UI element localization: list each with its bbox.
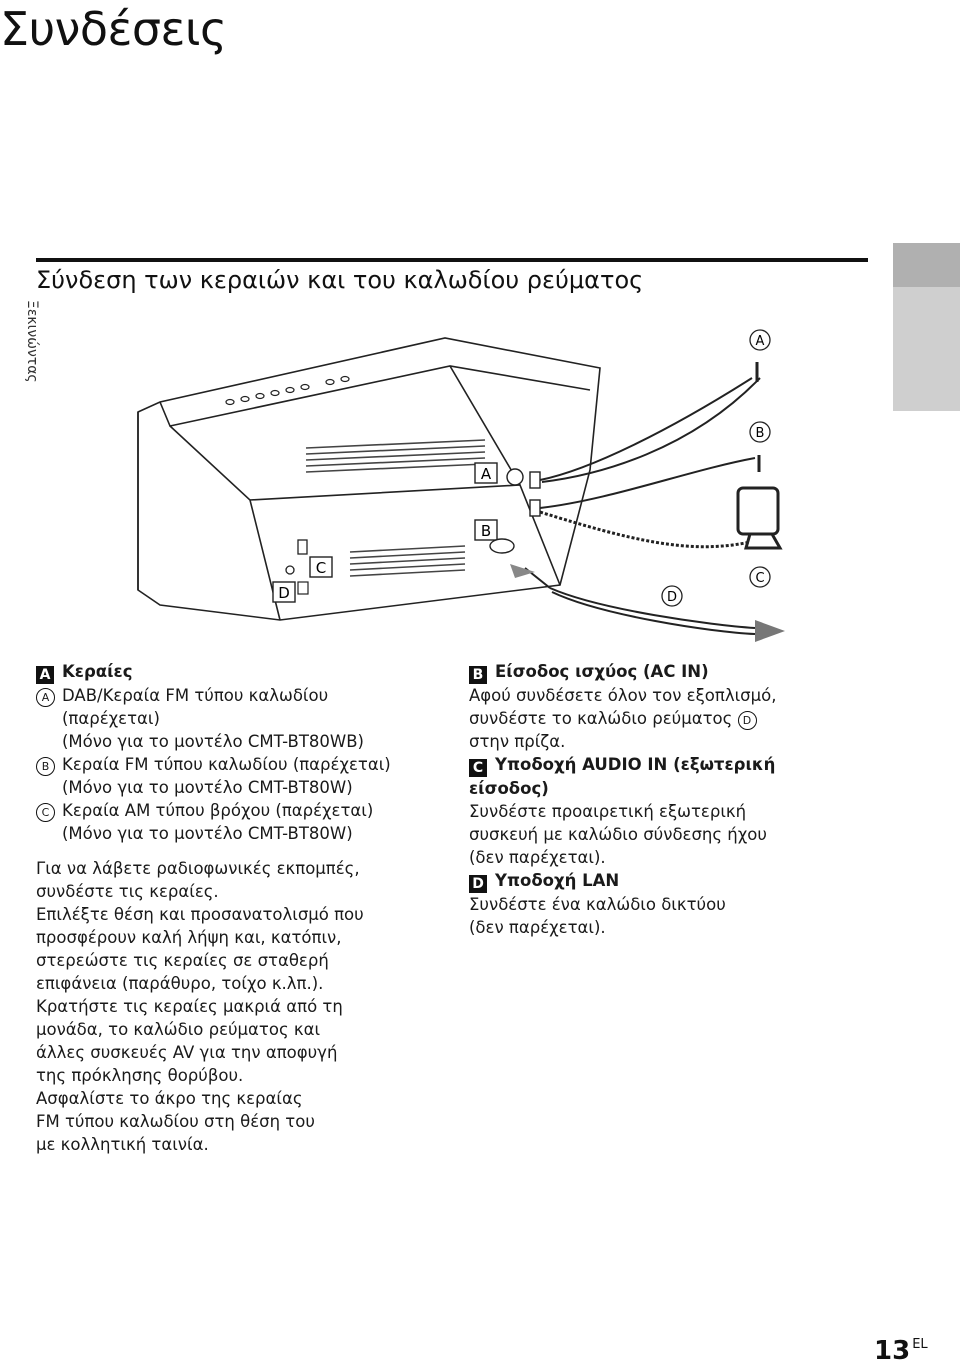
- svg-text:C: C: [755, 571, 765, 586]
- callout-d: [662, 586, 682, 606]
- callout-c: [750, 567, 770, 587]
- svg-text:D: D: [666, 590, 678, 605]
- page-number: 13 $^{EL}$: [874, 1336, 928, 1366]
- badge-a: A: [36, 666, 54, 684]
- callout-b: [750, 422, 770, 442]
- svg-text:D: D: [278, 584, 290, 602]
- ac-in-text: στην πρίζα.: [469, 732, 566, 751]
- audio-in-text: συσκευή με καλώδιο σύνδεσης ήχου: [469, 825, 767, 844]
- note-line: άλλες συσκευές AV για την αποφυγή: [36, 1043, 338, 1062]
- badge-c: C: [469, 759, 487, 777]
- lan-text: Συνδέστε ένα καλώδιο δικτύου: [469, 895, 726, 914]
- svg-text:B: B: [480, 522, 492, 540]
- lan-text: (δεν παρέχεται).: [469, 918, 606, 937]
- note-line: συνδέστε τις κεραίες.: [36, 882, 219, 901]
- section-side-tab: [893, 243, 960, 411]
- svg-text:A: A: [755, 334, 765, 349]
- page-title: Συνδέσεις: [0, 2, 227, 56]
- note-line: FM τύπου καλωδίου στη θέση του: [36, 1112, 315, 1131]
- item-a-line-2: (παρέχεται): [62, 709, 160, 728]
- diagram-label-d: [273, 582, 295, 602]
- ports-section: [469, 660, 849, 939]
- note-line: στερεώστε τις κεραίες σε σταθερή: [36, 951, 329, 970]
- antennas-heading: A Κεραίες: [36, 660, 456, 684]
- lan-heading: D Υποδοχή LAN: [469, 869, 849, 893]
- note-line: μονάδα, το καλώδιο ρεύματος και: [36, 1020, 321, 1039]
- audio-in-text: Συνδέστε προαιρετική εξωτερική: [469, 802, 747, 821]
- note-line: Κρατήστε τις κεραίες μακριά από τη: [36, 997, 343, 1016]
- ac-in-heading: B Είσοδος ισχύος (AC IN): [469, 660, 849, 684]
- item-c-line-1: C Κεραία AM τύπου βρόχου (παρέχεται): [36, 799, 456, 822]
- note-line: επιφάνεια (παράθυρο, τοίχο κ.λπ.).: [36, 974, 324, 993]
- note-line: Επιλέξτε θέση και προσανατολισμό που: [36, 905, 364, 924]
- am-loop-antenna: [738, 488, 780, 548]
- side-tab-strip: [893, 243, 960, 287]
- ac-in-text: Αφού συνδέσετε όλον τον εξοπλισμό,: [469, 686, 777, 705]
- diagram-label-b: [475, 520, 497, 540]
- section-rule: [36, 258, 868, 262]
- antennas-section: [36, 660, 456, 1156]
- callout-a: [750, 330, 770, 350]
- note-line: προσφέρουν καλή λήψη και, κατόπιν,: [36, 928, 342, 947]
- note-line: Ασφαλίστε το άκρο της κεραίας: [36, 1089, 303, 1108]
- item-b-line-2: (Μόνο για το μοντέλο CMT-BT80W): [62, 778, 353, 797]
- diagram-label-a: [475, 463, 497, 483]
- note-line: Για να λάβετε ραδιοφωνικές εκπομπές,: [36, 859, 360, 878]
- audio-in-heading-cont: είσοδος): [469, 779, 549, 798]
- svg-text:C: C: [315, 559, 327, 577]
- svg-text:B: B: [755, 426, 765, 441]
- diagram-label-c: [310, 557, 332, 577]
- item-a-line-1: A DAB/Κεραία FM τύπου καλωδίου: [36, 684, 456, 707]
- badge-d: D: [469, 875, 487, 893]
- note-line: με κολλητική ταινία.: [36, 1135, 209, 1154]
- item-c-line-2: (Μόνο για το μοντέλο CMT-BT80W): [62, 824, 353, 843]
- note-line: της πρόκλησης θορύβου.: [36, 1066, 244, 1085]
- svg-text:A: A: [480, 465, 492, 483]
- plug-arrow: [755, 620, 785, 642]
- side-tab-label: Ξεκινώντας: [24, 300, 40, 383]
- item-b-line-1: B Κεραία FM τύπου καλωδίου (παρέχεται): [36, 753, 456, 776]
- audio-in-heading: C Υποδοχή AUDIO IN (εξωτερική: [469, 753, 849, 777]
- item-a-line-3: (Μόνο για το μοντέλο CMT-BT80WB): [62, 732, 364, 751]
- ac-in-text: συνδέστε το καλώδιο ρεύματος D: [469, 707, 849, 730]
- connection-diagram: [130, 320, 790, 650]
- section-title: Σύνδεση των κεραιών και του καλωδίου ρεύματος: [36, 266, 644, 294]
- audio-in-text: (δεν παρέχεται).: [469, 848, 606, 867]
- badge-b: B: [469, 666, 487, 684]
